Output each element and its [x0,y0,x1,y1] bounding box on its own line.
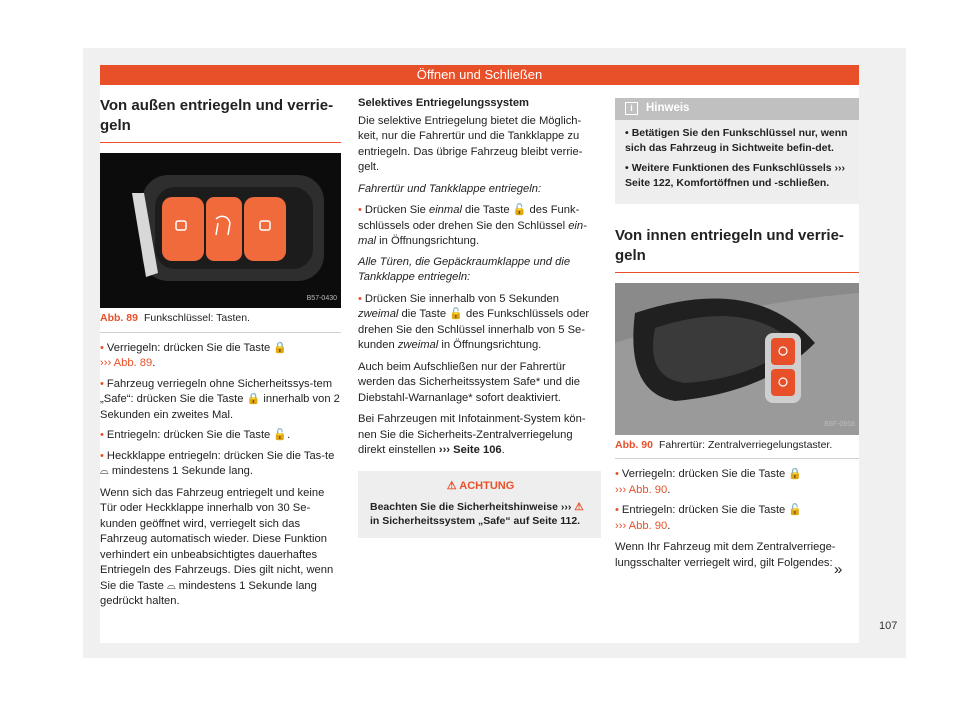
list-item: • Betätigen Sie den Funkschlüssel nur, wenn sich das Fahrzeug in Sichtweite befin-det. [625,126,848,154]
trunk-icon: ⌓ [166,579,176,592]
list-item-text: in Öffnungsrichtung. [379,235,480,247]
warning-box [358,471,601,539]
paragraph: Bei Fahrzeugen mit Infotainment-System kön-nen Sie die Sicherheits-Zentralverriegelung direkt einstellen ››› Seite 106. [358,413,586,456]
page-number: 107 [879,620,898,632]
instruction-heading [358,255,601,286]
list-item-text: des Funk-schlüssels oder drehen Sie den Schlüssel [358,204,580,232]
list-item-text[interactable]: Weitere Funktionen des Funkschlüssels ››› Seite 122, Komfortöffnen und -schließen. [625,161,846,189]
list-item-text: Entriegeln: drücken Sie die Taste [621,504,786,516]
column-1 [100,96,341,616]
instruction-heading [358,182,601,198]
list-item: • Verriegeln: drücken Sie die Taste 🔒 ››› Abb. 90. [615,468,803,496]
note-body [615,120,859,204]
figure-code: B57-0430 [306,294,337,302]
paragraph: Auch beim Aufschließen nur der Fahrertür werden das Sicherheitssystem Safe* und die Diebstahl-Warnanlage* sofort deaktiviert. [358,360,581,404]
list-item: • Entriegeln: drücken Sie die Taste 🔓 ››› Abb. 90. [615,504,803,532]
emphasis: zweimal [397,339,439,351]
paragraph-text: Bei Fahrzeugen mit Infotainment-System kön-nen Sie die Sicherheits-Zentralverriegelung direkt einstellen [358,413,586,456]
paragraph: Wenn Ihr Fahrzeug mit dem Zentralverriege-lungsschalter verriegelt wird, gilt Folgendes: [615,541,836,569]
lock-closed-icon: 🔒 [273,341,288,354]
continued-marker: » [834,561,843,578]
list-item: • Drücken Sie innerhalb von 5 Sekunden zweimal die Taste 🔓 des Funkschlüssels oder drehen Sie den Schlüssel innerhalb von 5 Se-kunden zweimal in Öffnungsrichtung. [358,292,590,351]
list-item-text: des Funkschlüssels oder drehen Sie den Schlüssel innerhalb von 5 Se-kunden [358,308,590,351]
lock-open-icon: 🔓 [512,204,527,216]
figure-code: B5F-0958 [824,421,855,428]
figure-caption-text: Fahrertür: Zentralverriegelungstaster. [658,438,833,451]
list-item-text: Fahrzeug verriegeln ohne Sicherheitssys-tem „Safe“: drücken Sie die Taste [100,377,333,405]
instruction-text: Fahrertür und Tankklappe entriegeln: [358,182,542,195]
warning-text: Beachten Sie die Sicherheitshinweise ››› [370,501,572,513]
subheading: Selektives Entriegelungssystem [358,97,529,109]
figure-key-fob [100,153,341,308]
warning-triangle-icon: ⚠ [574,501,584,513]
lock-open-icon: 🔓 [273,429,288,441]
figure-link[interactable]: ››› Abb. 89 [100,357,153,369]
figure-label: Abb. 89 [100,312,138,324]
column-2 [358,96,601,538]
figure-door-switch [615,283,859,435]
list-item-text: die Taste [465,204,510,216]
emphasis: zweimal [358,308,399,320]
list-item: • Heckklappe entriegeln: drücken Sie die Tas-te ⌓ mindestens 1 Sekunde lang. [100,449,341,480]
list-item-text: Drücken Sie [364,204,426,216]
list-item-text: Betätigen Sie den Funkschlüssel nur, wenn sich das Fahrzeug in Sichtweite befin-det. [625,126,848,154]
list-item: • Entriegeln: drücken Sie die Taste 🔓. [100,428,341,444]
list-item-text: Verriegeln: drücken Sie die Taste [621,468,786,480]
paragraph: Die selektive Entriegelung bietet die Möglich-keit, nur die Fahrertür und die Tankklappe zu entriegeln. Das übrige Fahrzeug bleibt verrie-gelt. [358,114,583,173]
trunk-icon: ⌓ [100,465,109,477]
emphasis: ein-mal [358,219,587,247]
list-item: • Drücken Sie einmal die Taste 🔓 des Funk-schlüssels oder drehen Sie den Schlüssel ein-mal in Öffnungsrichtung. [358,204,587,247]
figure-label: Abb. 90 [615,438,653,451]
lock-closed-icon: 🔒 [246,393,261,405]
warning-heading-text: ACHTUNG [459,479,515,492]
paragraph [100,486,341,610]
list-item-text: in Öffnungsrichtung. [441,339,542,351]
lock-open-icon: 🔓 [449,308,463,320]
figure-link[interactable]: ››› Abb. 90 [615,483,668,496]
figure-caption [100,308,341,333]
lock-open-icon: 🔓 [788,504,803,516]
warning-text[interactable]: in Sicherheitssystem „Safe“ auf Seite 112. [370,515,581,527]
note-heading [615,98,859,120]
paragraph-text: mindestens 1 Sekunde lang gedrückt halten. [100,579,317,607]
list-item-text: Drücken Sie innerhalb von 5 Sekunden [364,292,559,305]
instruction-text: Alle Türen, die Gepäckraumklappe und die Tankklappe entriegeln: [358,255,571,283]
key-fob-image [100,153,341,308]
list-item: • Verriegeln: drücken Sie die Taste 🔒 ››› Abb. 89. [100,341,288,369]
list-item-text: mindestens 1 Sekunde lang. [111,465,253,477]
list-item-text: Heckklappe entriegeln: drücken Sie die Tas-te [106,449,335,462]
figure-caption [615,435,859,460]
paragraph-text: Wenn sich das Fahrzeug entriegelt und keine Tür oder Heckklappe innerhalb von 30 Se-kunden geöffnet wird, verriegelt sich das Fahrzeug automatisch wieder. Diese Funktion verhindert ein unbeabsichtigtes dauerhaftes Entriegeln des Fahrzeugs. Dies gilt nicht, wenn Sie die Taste [100,486,334,592]
list-item-text: Verriegeln: drücken Sie die Taste [106,341,271,354]
door-switch-image [615,283,859,435]
figure-link[interactable]: ››› Abb. 90 [615,519,668,532]
note-heading-text: Hinweis [646,102,690,114]
list-item-text: die Taste [401,308,447,320]
section-header: Öffnen und Schließen [100,65,859,85]
section-heading: Von außen entriegeln und verrie-geln [100,96,341,143]
page-link[interactable]: ››› Seite 106 [438,444,502,456]
warning-triangle-icon: ⚠ [446,479,457,492]
emphasis: einmal [428,204,462,216]
warning-body [370,500,591,528]
figure-caption-text: Funkschlüssel: Tasten. [143,312,250,324]
list-item-text: Entriegeln: drücken Sie die Taste [106,429,271,441]
note-box [615,98,859,204]
lock-closed-icon: 🔒 [788,468,803,480]
info-icon: i [625,102,638,115]
list-item-text: innerhalb von 2 Sekunden ein zweites Mal. [100,393,340,421]
list-item: • Weitere Funktionen des Funkschlüssels ››› Seite 122, Komfortöffnen und -schließen. [625,161,846,189]
column-3 [615,99,859,577]
section-heading: Von innen entriegeln und verrie-geln [615,226,859,273]
warning-heading [370,479,591,495]
list-item: • Fahrzeug verriegeln ohne Sicherheitssys-tem „Safe“: drücken Sie die Taste 🔒 innerhalb von 2 Sekunden ein zweites Mal. [100,377,340,421]
